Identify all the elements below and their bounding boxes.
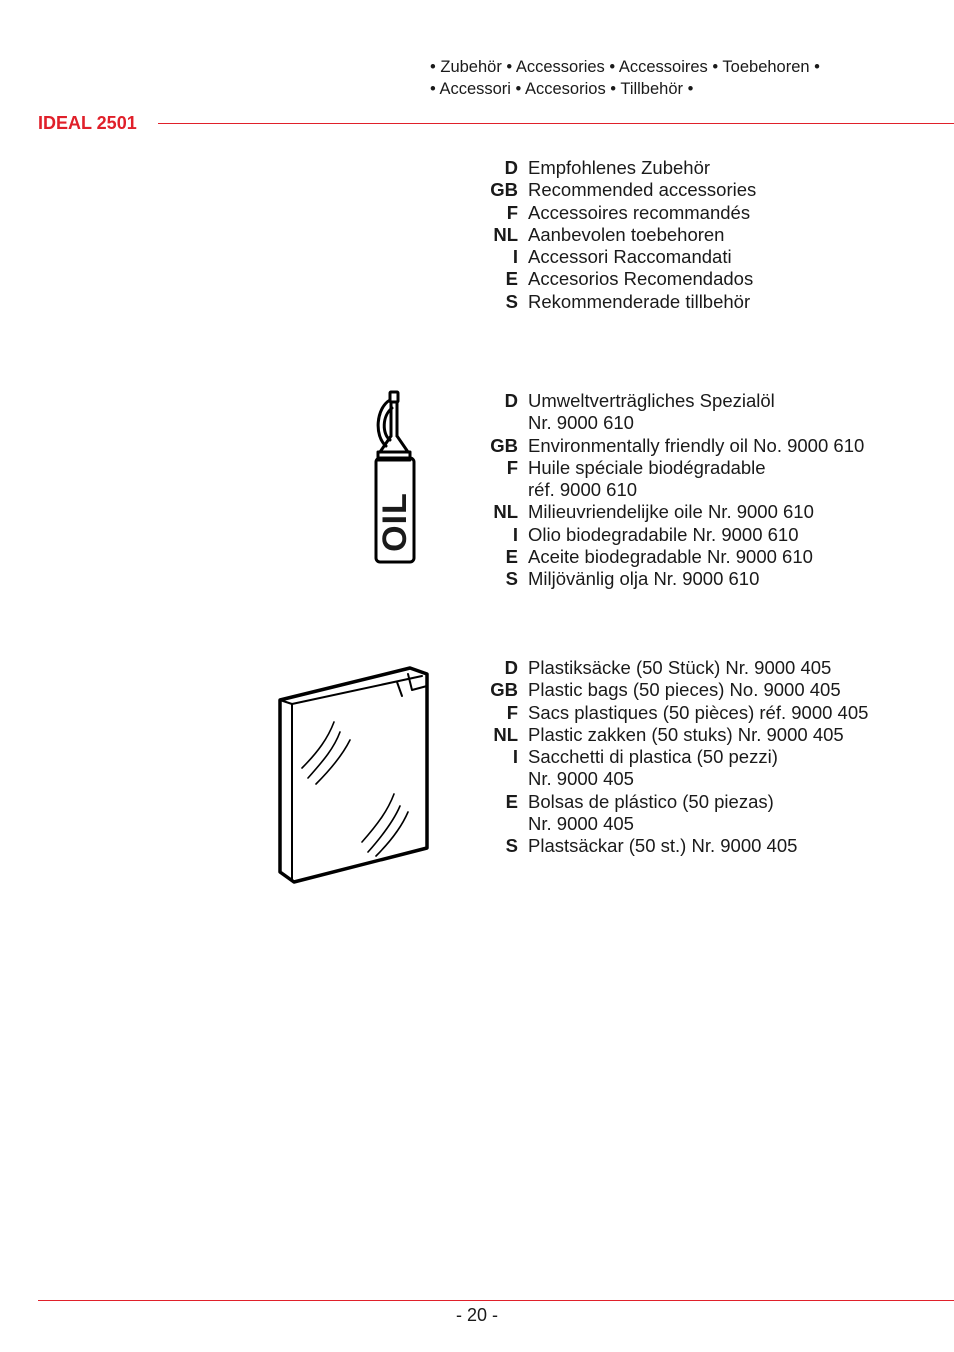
page-number: - 20 - <box>455 1305 498 1325</box>
header-languages-line-2: • Accessori • Accesorios • Tillbehör • <box>430 80 694 98</box>
language-row <box>480 501 940 523</box>
language-code: I <box>512 523 518 545</box>
language-text: Olio biodegradabile Nr. 9000 610 <box>528 523 799 545</box>
language-row-continuation <box>480 813 940 835</box>
language-text: Milieuvriendelijke oile Nr. 9000 610 <box>528 501 814 523</box>
language-row <box>480 724 940 746</box>
language-text: Sacs plastiques (50 pièces) réf. 9000 405 <box>528 701 869 723</box>
language-code: S <box>505 835 518 857</box>
language-text: Umweltverträgliches Spezialöl <box>528 390 775 411</box>
language-code: D <box>504 657 518 678</box>
model-divider <box>158 123 954 124</box>
language-row <box>480 546 940 568</box>
language-text: Plastsäckar (50 st.) Nr. 9000 405 <box>528 835 798 857</box>
language-row <box>480 157 940 179</box>
language-text: Plastic bags (50 pieces) No. 9000 405 <box>528 679 841 701</box>
language-row <box>480 202 940 224</box>
language-code: F <box>506 201 518 223</box>
language-code: I <box>512 246 518 268</box>
language-row <box>480 390 940 412</box>
language-text: Accesorios Recomendados <box>528 268 754 290</box>
language-row-continuation <box>480 479 940 501</box>
language-code: GB <box>490 434 518 456</box>
language-row <box>480 179 940 201</box>
language-row <box>480 702 940 724</box>
language-row <box>480 524 940 546</box>
language-code: S <box>505 568 518 590</box>
language-text: Accessori Raccomandati <box>528 246 732 268</box>
language-code: D <box>504 390 518 411</box>
language-code: E <box>505 268 518 290</box>
language-text: Accessoires recommandés <box>528 201 751 223</box>
model-label: IDEAL 2501 <box>38 113 137 133</box>
language-code: NL <box>493 723 518 745</box>
language-row <box>480 457 940 479</box>
recommended-accessories-list <box>480 157 940 313</box>
language-row <box>480 791 940 813</box>
language-text: Sacchetti di plastica (50 pezzi) <box>528 746 778 768</box>
language-text-continuation: Nr. 9000 405 <box>528 813 634 835</box>
language-code: F <box>506 456 518 478</box>
language-code: NL <box>493 501 518 523</box>
language-code: GB <box>490 179 518 201</box>
plastic-bags-accessory-list <box>480 657 940 858</box>
language-row <box>480 746 940 768</box>
language-text: Plastic zakken (50 stuks) Nr. 9000 405 <box>528 723 844 745</box>
header-languages <box>430 56 820 100</box>
language-text-continuation: Nr. 9000 405 <box>528 768 634 790</box>
language-code: GB <box>490 679 518 701</box>
language-row <box>480 435 940 457</box>
language-code: S <box>505 290 518 312</box>
language-code: D <box>504 157 518 178</box>
language-text: Recommended accessories <box>528 179 757 201</box>
language-row <box>480 291 940 313</box>
language-code: E <box>505 546 518 568</box>
language-text: Miljövänlig olja Nr. 9000 610 <box>528 568 760 590</box>
language-text: Aanbevolen toebehoren <box>528 223 725 245</box>
language-row-continuation <box>480 412 940 434</box>
model-heading <box>38 112 954 134</box>
language-text: Aceite biodegradable Nr. 9000 610 <box>528 546 813 568</box>
oil-label: OIL <box>376 492 414 552</box>
oil-accessory-list <box>480 390 940 591</box>
language-row <box>480 268 940 290</box>
language-text: Rekommenderade tillbehör <box>528 290 751 312</box>
language-code: F <box>506 701 518 723</box>
language-text: Huile spéciale biodégradable <box>528 456 766 478</box>
language-row <box>480 679 940 701</box>
language-row <box>480 835 940 857</box>
language-row <box>480 657 940 679</box>
language-text: Bolsas de plástico (50 piezas) <box>528 790 774 812</box>
language-code: E <box>505 790 518 812</box>
footer-divider <box>38 1300 954 1301</box>
language-text-continuation: Nr. 9000 610 <box>528 412 634 434</box>
language-code: I <box>512 746 518 768</box>
language-text: Plastiksäcke (50 Stück) Nr. 9000 405 <box>528 657 832 678</box>
language-text: Empfohlenes Zubehör <box>528 157 711 178</box>
language-row <box>480 568 940 590</box>
header-languages-line-1: • Zubehör • Accessories • Accessoires • Toebehoren • <box>430 58 820 76</box>
language-text: Environmentally friendly oil No. 9000 610 <box>528 434 865 456</box>
language-row <box>480 246 940 268</box>
language-code: NL <box>493 223 518 245</box>
plastic-bag-illustration <box>272 660 432 888</box>
language-text-continuation: réf. 9000 610 <box>528 479 638 501</box>
language-row-continuation <box>480 768 940 790</box>
language-row <box>480 224 940 246</box>
